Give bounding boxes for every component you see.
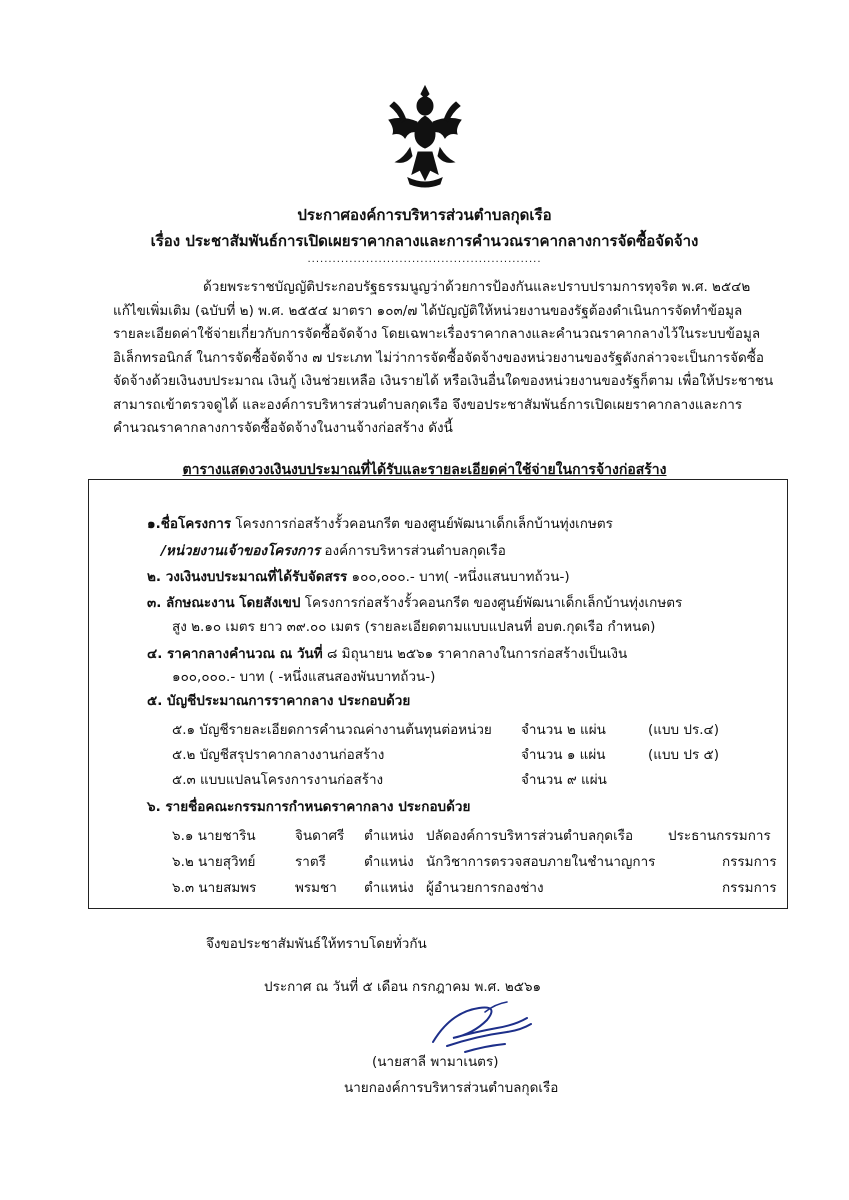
committee-last-name: ราตรี [295, 854, 326, 870]
median-price-row [147, 642, 627, 664]
committee-role: กรรมการ [722, 854, 777, 870]
committee-position-label: ตำแหน่ง [364, 828, 414, 844]
work-description-value: โครงการก่อสร้างรั้วคอนกรีต ของศูนย์พัฒนาเด็กเล็กบ้านทุ่งเกษตร [300, 595, 683, 611]
committee-last-name: พรมชา [295, 880, 337, 896]
estimate-item-name: ๕.๒ บัญชีสรุปราคากลางงานก่อสร้าง [172, 747, 385, 763]
committee-position: ปลัดองค์การบริหารส่วนตำบลกุดเรือ [426, 828, 634, 844]
closing-statement: จึงขอประชาสัมพันธ์ให้ทราบโดยทั่วกัน [206, 936, 427, 952]
estimate-item-form: (แบบ ปร.๔) [648, 722, 719, 738]
estimate-list-heading: ๕. บัญชีประมาณการราคากลาง ประกอบด้วย [147, 693, 411, 709]
estimate-item-count: จำนวน ๒ แผ่น [521, 722, 606, 738]
estimate-item-form: (แบบ ปร ๕) [648, 747, 719, 763]
project-owner-row [161, 539, 506, 561]
work-description-label: ๓. ลักษณะงาน โดยสังเขป [147, 595, 301, 611]
committee-first-name: ๖.๓ นายสมพร [172, 880, 257, 896]
committee-position: นักวิชาการตรวจสอบภายในชำนาญการ [426, 854, 656, 870]
signer-position: นายกองค์การบริหารส่วนตำบลกุดเรือ [344, 1080, 559, 1096]
intro-line: สามารถเข้าตรวจดูได้ และองค์การบริหารส่วนตำบลกุดเรือ จึงขอประชาสัมพันธ์การเปิดเผยราคากลางและการ [113, 396, 743, 413]
budget-row [147, 565, 570, 587]
project-name-row [147, 512, 613, 534]
announcement-date: ประกาศ ณ วันที่ ๕ เดือน กรกฎาคม พ.ศ. ๒๕๖๑ [264, 979, 542, 995]
median-price-label: ๔. ราคากลางคำนวณ ณ วันที่ [147, 646, 323, 662]
committee-first-name: ๖.๒ นายสุวิทย์ [172, 854, 256, 870]
committee-role: ประธานกรรมการ [668, 828, 771, 844]
estimate-item-name: ๕.๓ แบบแปลนโครงการงานก่อสร้าง [172, 772, 384, 788]
committee-position-label: ตำแหน่ง [364, 854, 414, 870]
work-description-detail: สูง ๒.๑๐ เมตร ยาว ๓๙.๐๐ เมตร (รายละเอียดตามแบบแปลนที่ อบต.กุดเรือ กำหนด) [172, 619, 656, 635]
estimate-item-count: จำนวน ๑ แผ่น [521, 747, 606, 763]
intro-paragraph [113, 276, 783, 441]
separator-dots: ........................................................ [307, 254, 542, 265]
committee-position-label: ตำแหน่ง [364, 880, 414, 896]
estimate-item-count: จำนวน ๙ แผ่น [521, 772, 607, 788]
project-owner-label: /หน่วยงานเจ้าของโครงการ [161, 543, 321, 559]
intro-line: ด้วยพระราชบัญญัติประกอบรัฐธรรมนูญว่าด้วยการป้องกันและปราบปรามการทุจริต พ.ศ. ๒๕๔๒ [203, 279, 751, 295]
signer-name: (นายสาลี พามาเนตร) [372, 1054, 499, 1070]
committee-heading: ๖. รายชื่อคณะกรรมการกำหนดราคากลาง ประกอบด้วย [147, 799, 471, 815]
committee-first-name: ๖.๑ นายชาริน [172, 828, 256, 844]
median-price-amount: ๑๐๐,๐๐๐.- บาท ( -หนึ่งแสนสองพันบาทถ้วน-) [172, 669, 436, 685]
budget-value: ๑๐๐,๐๐๐.- บาท( -หนึ่งแสนบาทถ้วน-) [347, 569, 570, 585]
committee-position: ผู้อำนวยการกองช่าง [426, 880, 544, 896]
median-price-value: ๘ มิถุนายน ๒๕๖๑ ราคากลางในการก่อสร้างเป็นเงิน [322, 646, 628, 662]
budget-label: ๒. วงเงินงบประมาณที่ได้รับจัดสรร [147, 569, 348, 585]
announcement-title: ประกาศองค์การบริหารส่วนตำบลกุดเรือ [297, 206, 552, 224]
intro-line: อิเล็กทรอนิกส์ ในการจัดซื้อจัดจ้าง ๗ ประเภท ไม่ว่าการจัดซื้อจัดจ้างของหน่วยงานของรัฐดังกล่าวจะเป็นการจัดซื้อ [113, 349, 765, 366]
committee-role: กรรมการ [722, 880, 777, 896]
intro-line: จัดจ้างด้วยเงินงบประมาณ เงินกู้ เงินช่วยเหลือ เงินรายได้ หรือเงินอื่นใดของหน่วยงานของรัฐก็ตาม เพื่อให้ประชาชน [113, 373, 774, 389]
table-title: ตารางแสดงวงเงินงบประมาณที่ได้รับและรายละเอียดค่าใช้จ่ายในการจ้างก่อสร้าง [182, 462, 667, 478]
committee-last-name: จินดาศรี [295, 828, 345, 844]
announcement-subject: เรื่อง ประชาสัมพันธ์การเปิดเผยราคากลางและการคำนวณราคากลางการจัดซื้อจัดจ้าง [150, 232, 699, 250]
project-name-value: โครงการก่อสร้างรั้วคอนกรีต ของศูนย์พัฒนาเด็กเล็กบ้านทุ่งเกษตร [231, 516, 613, 532]
intro-line: รายละเอียดค่าใช้จ่ายเกี่ยวกับการจัดซื้อจัดจ้าง โดยเฉพาะเรื่องราคากลางและคำนวณราคากลางไว้ในระบบข้อมูล [113, 326, 761, 342]
intro-line: แก้ไขเพิ่มเติม (ฉบับที่ ๒) พ.ศ. ๒๕๕๔ มาตรา ๑๐๓/๗ ได้บัญญัติให้หน่วยงานของรัฐต้องดำเนินการจัดทำข้อมูล [113, 302, 743, 319]
garuda-emblem-icon [380, 82, 470, 192]
intro-line: คำนวณราคากลางการจัดซื้อจัดจ้างในงานจ้างก่อสร้าง ดังนี้ [113, 420, 453, 436]
work-description-row [147, 591, 682, 613]
project-name-label: ๑.ชื่อโครงการ [147, 516, 232, 532]
estimate-item-name: ๕.๑ บัญชีรายละเอียดการคำนวณค่างานต้นทุนต่อหน่วย [172, 722, 492, 738]
project-owner-value: องค์การบริหารส่วนตำบลกุดเรือ [320, 543, 506, 559]
